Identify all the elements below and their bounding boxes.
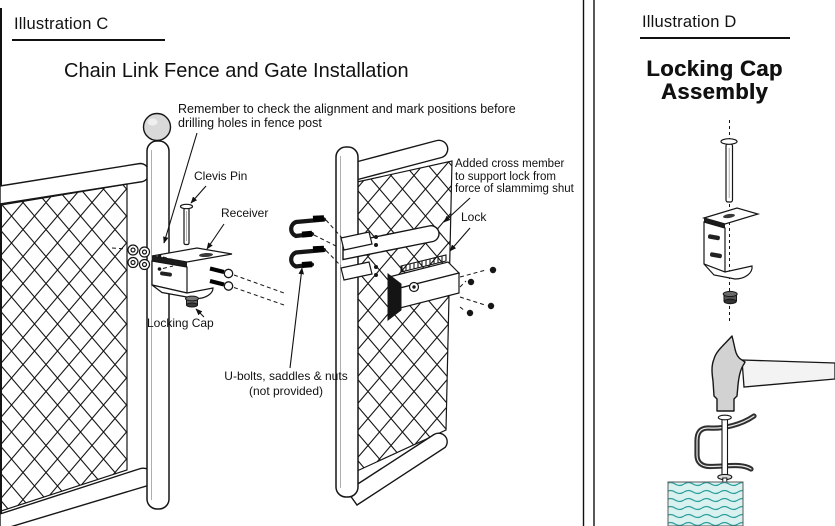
gate-post bbox=[336, 147, 358, 497]
locking-cap-assembly-line2: Assembly bbox=[660, 79, 769, 104]
hex-nuts bbox=[128, 245, 150, 270]
u-bolt-upper-thread2 bbox=[302, 234, 312, 235]
lock-leader bbox=[450, 228, 470, 251]
locking-cap-assembly-title bbox=[596, 57, 833, 103]
locking-cap-assembly-line1: Locking Cap bbox=[646, 56, 783, 81]
illustration-c-heading: Illustration C bbox=[14, 15, 109, 33]
receiver-leader bbox=[207, 224, 224, 249]
u-bolts-leader bbox=[290, 268, 302, 368]
receiver-label: Receiver bbox=[221, 206, 269, 220]
clevis-pin-leader bbox=[191, 186, 206, 203]
lock-screw-guides bbox=[460, 270, 486, 311]
clevis-pin-part bbox=[181, 204, 193, 244]
hammer-handle bbox=[742, 360, 835, 387]
illustration-c-underline bbox=[12, 39, 165, 41]
locking-cap-label: Locking Cap bbox=[147, 316, 214, 330]
post-ball-cap bbox=[144, 114, 171, 141]
u-bolt-lower-thread bbox=[313, 249, 324, 250]
cross-member-label-line1: Added cross member bbox=[455, 158, 565, 170]
hammer bbox=[712, 336, 835, 411]
clevis-pin-d bbox=[721, 139, 737, 202]
gate-mesh bbox=[357, 161, 452, 471]
clevis-pin-label: Clevis Pin bbox=[194, 169, 248, 183]
alignment-note-line1: Remember to check the alignment and mark positions before bbox=[178, 102, 516, 116]
u-bolt-lower-thread2 bbox=[302, 264, 312, 265]
illustration-d-underline bbox=[640, 37, 790, 39]
lock-screws bbox=[467, 267, 496, 316]
drill-mark-1 bbox=[158, 254, 162, 258]
lock-label: Lock bbox=[461, 210, 487, 224]
cross-member-label-line3: force of slammimg shut bbox=[455, 183, 574, 195]
ball-highlight bbox=[148, 118, 158, 125]
locking-cap-part bbox=[186, 296, 199, 307]
fence-mesh-left bbox=[1, 184, 127, 511]
locking-cap-d bbox=[723, 291, 737, 303]
receiver-bolts bbox=[210, 269, 233, 291]
u-bolt-upper-thread bbox=[313, 218, 324, 219]
cross-member-label-line2: to support lock from bbox=[455, 170, 556, 183]
page-title: Chain Link Fence and Gate Installation bbox=[64, 60, 409, 82]
u-bolts-label-line1: U-bolts, saddles & nuts bbox=[224, 369, 348, 383]
drill-mark-2 bbox=[158, 267, 162, 271]
illustration-d-heading: Illustration D bbox=[642, 13, 737, 31]
hammer-head bbox=[712, 336, 745, 411]
receiver-bracket-d bbox=[704, 208, 758, 279]
u-bolts-label-line2: (not provided) bbox=[248, 384, 324, 398]
receiver-bracket bbox=[152, 248, 232, 299]
alignment-note-line2: drilling holes in fence post bbox=[178, 116, 322, 130]
water-block bbox=[668, 482, 743, 526]
